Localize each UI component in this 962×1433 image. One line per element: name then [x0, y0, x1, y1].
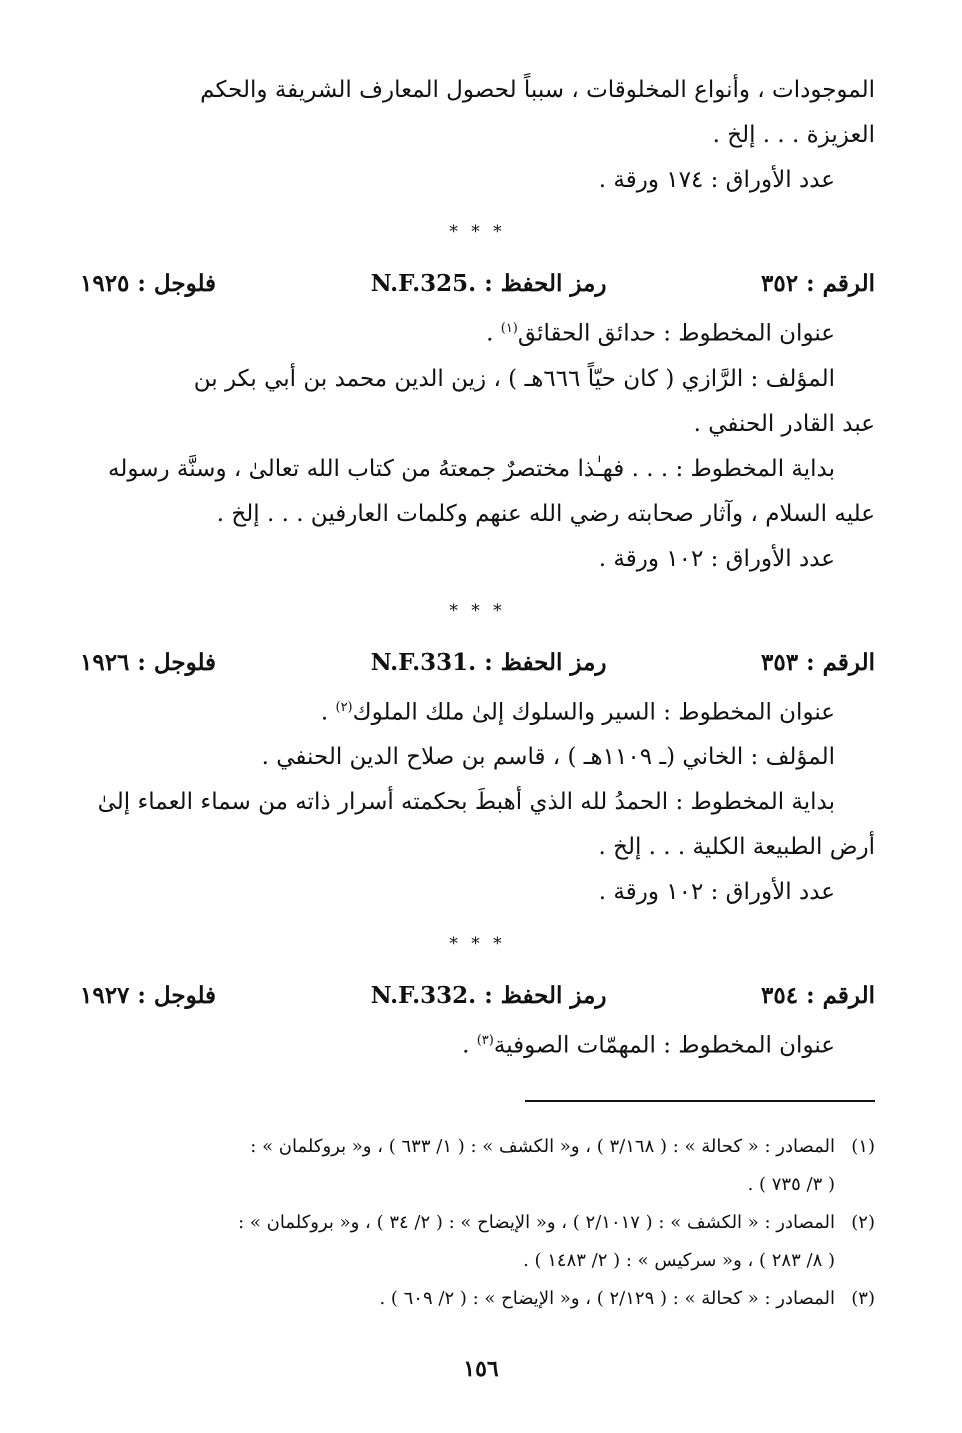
incipit-line: عليه السلام ، وآثار صحابته رضي الله عنهم وكلمات العارفين . . . إلخ . [216, 500, 875, 527]
footnote-line: ( ٨/ ٢٨٣ ) ، و« سركيس » : ( ٢/ ١٤٨٣ ) . [523, 1250, 835, 1271]
entry-number: الرقم : ٣٥٤ [761, 982, 875, 1010]
author-line: المؤلف : الرَّازي ( كان حيّاً ٦٦٦هـ ) ، زين الدين محمد بن أبي بكر بن [193, 365, 835, 392]
footnote-ref: (٣) [476, 1033, 494, 1049]
footnote-line: المصادر : « الكشف » : ( ٢/١٠١٧ ) ، و« الإيضاح » : ( ٢/ ٣٤ ) ، و« بروكلمان » : [238, 1212, 835, 1233]
incipit-line: أرض الطبيعة الكلية . . . إلخ . [598, 834, 875, 861]
footnote-number: (٣) [851, 1288, 875, 1309]
footnote-number: (١) [851, 1136, 875, 1157]
footnote-line: المصادر : « كحالة » : ( ٢/١٢٩ ) ، و« الإيضاح » : ( ٢/ ٦٠٩ ) . [379, 1288, 835, 1309]
footnote [80, 1280, 875, 1318]
manuscript-title: عنوان المخطوط : المهمّات الصوفية$^{(٣)}$ . [462, 1032, 835, 1059]
incipit-line: بداية المخطوط : الحمدُ لله الذي أهبطَ بحكمته أسرار ذاته من سماء العماء إلىٰ [97, 789, 835, 816]
author-line: المؤلف : الخاني (ـ ١١٠٩هـ ) ، قاسم بن صلاح الدين الحنفي . [261, 744, 835, 771]
entry-number: الرقم : ٣٥٢ [761, 270, 875, 297]
manuscript-title: عنوان المخطوط : حدائق الحقائق$^{(١)}$ . [486, 320, 835, 347]
separator: * * * [449, 934, 506, 955]
entry-header [80, 973, 875, 1018]
page-number: ١٥٦ [463, 1356, 499, 1382]
leaf-count: عدد الأوراق : ١٠٢ ورقة . [598, 545, 835, 572]
shelf-mark: رمز الحفظ : N.F.331. [370, 648, 607, 676]
footnote-line: ( ٣/ ٧٣٥ ) . [747, 1174, 835, 1195]
footnote-line: المصادر : « كحالة » : ( ٣/١٦٨ ) ، و« الكشف » : ( ١/ ٦٣٣ ) ، و« بروكلمان » : [250, 1136, 835, 1157]
footnote [80, 1128, 875, 1204]
footnote-divider [525, 1100, 875, 1102]
separator: * * * [449, 600, 506, 621]
entry-header [80, 261, 875, 306]
leaf-count: عدد الأوراق : ١٧٤ ورقة . [598, 167, 835, 193]
footnote-ref: (٢) [335, 699, 353, 715]
separator: * * * [449, 222, 506, 242]
shelf-mark: رمز الحفظ : N.F.332. [370, 982, 607, 1010]
page-body [80, 68, 875, 1069]
flugel-number: فلوجل : ١٩٢٥ [80, 270, 217, 297]
flugel-number: فلوجل : ١٩٢٦ [80, 648, 217, 676]
entry-header [80, 640, 875, 685]
flugel-number: فلوجل : ١٩٢٧ [80, 982, 217, 1010]
footnotes [80, 1128, 875, 1318]
footnote-ref: (١) [500, 321, 518, 336]
shelf-mark: رمز الحفظ : N.F.325. [370, 270, 607, 297]
footnote-number: (٢) [851, 1212, 875, 1233]
entry-number: الرقم : ٣٥٣ [761, 648, 875, 676]
incipit-line: بداية المخطوط : . . . فهـٰذا مختصرٌ جمعتهُ من كتاب الله تعالىٰ ، وسنَّة رسوله [107, 455, 835, 482]
text-line: العزيزة . . . إلخ . [712, 122, 875, 148]
leaf-count: عدد الأوراق : ١٠٢ ورقة . [598, 879, 835, 906]
manuscript-title: عنوان المخطوط : السير والسلوك إلىٰ ملك الملوك$^{(٢)}$ . [320, 699, 835, 726]
author-line: عبد القادر الحنفي . [693, 410, 875, 437]
text-line: الموجودات ، وأنواع المخلوقات ، سبباً لحصول المعارف الشريفة والحكم [200, 77, 875, 103]
footnote [80, 1204, 875, 1280]
